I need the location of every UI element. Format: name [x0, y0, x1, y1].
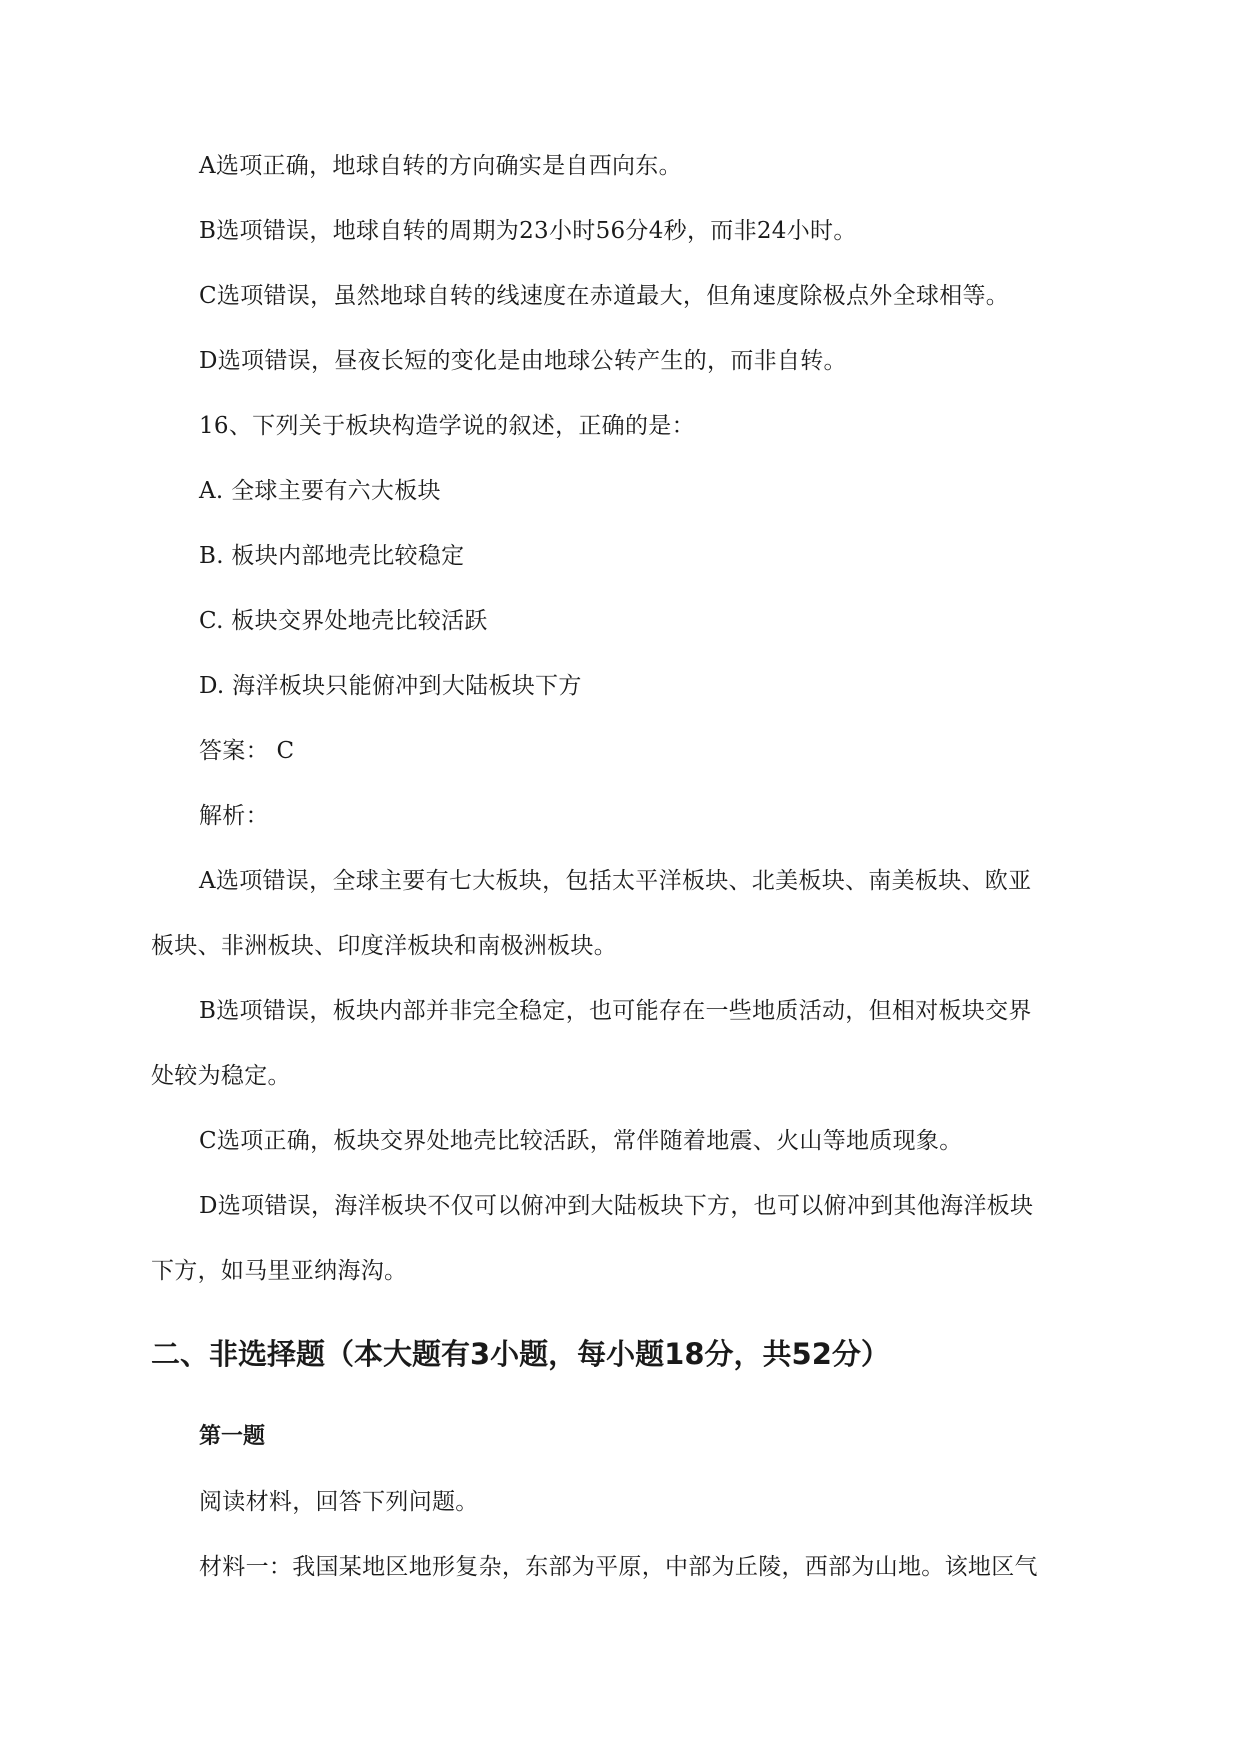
analysis-c-line1: C选项正确，板块交界处地壳比较活跃，常伴随着地震、火山等地质现象。	[199, 1128, 963, 1154]
analysis-d-line1: D选项错误，海洋板块不仅可以俯冲到大陆板块下方，也可以俯冲到其他海洋板块	[199, 1193, 1034, 1219]
analysis-d-line2: 下方，如马里亚纳海沟。	[151, 1258, 408, 1284]
answer: 答案： C	[199, 738, 295, 764]
instruction: 阅读材料，回答下列问题。	[199, 1489, 479, 1515]
material-1: 材料一：我国某地区地形复杂，东部为平原，中部为丘陵，西部为山地。该地区气	[199, 1554, 1038, 1580]
analysis-a-prev: A选项正确，地球自转的方向确实是自西向东。	[199, 153, 682, 179]
section-2-heading: 二、非选择题（本大题有3小题，每小题18分，共52分）	[151, 1337, 890, 1371]
option-b: B. 板块内部地壳比较稳定	[199, 543, 465, 569]
option-a: A. 全球主要有六大板块	[199, 478, 441, 504]
analysis-c-prev: C选项错误，虽然地球自转的线速度在赤道最大，但角速度除极点外全球相等。	[199, 283, 1010, 309]
analysis-d-prev: D选项错误，昼夜长短的变化是由地球公转产生的，而非自转。	[199, 348, 847, 374]
analysis-b-prev: B选项错误，地球自转的周期为23小时56分4秒，而非24小时。	[199, 218, 857, 244]
analysis-a-line2: 板块、非洲板块、印度洋板块和南极洲板块。	[151, 933, 617, 959]
analysis-b-line2: 处较为稳定。	[151, 1063, 291, 1089]
option-d: D. 海洋板块只能俯冲到大陆板块下方	[199, 673, 582, 699]
analysis-a-line1: A选项错误，全球主要有七大板块，包括太平洋板块、北美板块、南美板块、欧亚	[199, 868, 1032, 894]
analysis-label: 解析：	[199, 803, 269, 829]
question-1-title: 第一题	[199, 1424, 266, 1449]
question-16-stem: 16、下列关于板块构造学说的叙述，正确的是：	[199, 413, 695, 439]
analysis-b-line1: B选项错误，板块内部并非完全稳定，也可能存在一些地质活动，但相对板块交界	[199, 998, 1032, 1024]
option-c: C. 板块交界处地壳比较活跃	[199, 608, 488, 634]
